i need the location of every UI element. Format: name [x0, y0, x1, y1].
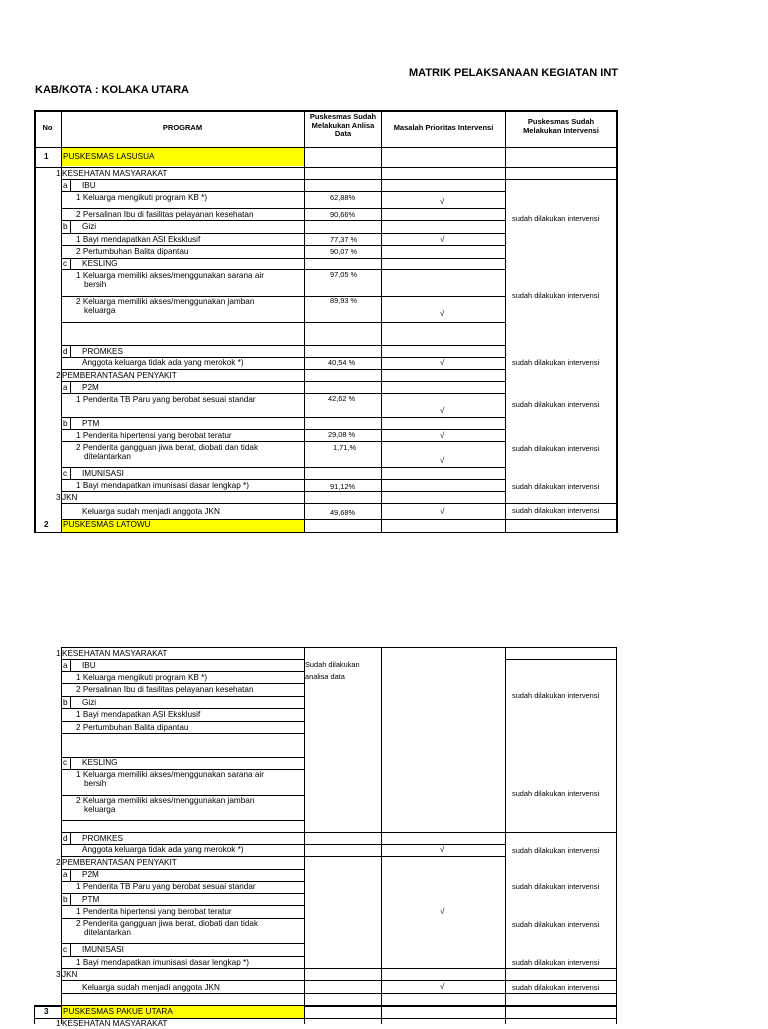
analisa-status: Sudah dilakukan: [305, 660, 360, 669]
indicator-jiwa-cont: ditelantarkan: [84, 928, 131, 937]
col-analisa-header: Puskesmas Sudah Melakukan Anlisa Data: [309, 112, 377, 139]
sub-letter: b: [63, 698, 68, 707]
ibu-label: IBU: [82, 661, 96, 670]
col-program-header: PROGRAM: [162, 123, 203, 132]
value-air-bersih: 97,05 %: [330, 270, 358, 279]
indicator-jamban: 2 Keluarga memiliki akses/menggunakan jamban: [76, 796, 255, 805]
check-mark: √: [440, 431, 445, 440]
value-tb: 42,62 %: [328, 394, 356, 403]
sub-letter: a: [63, 661, 68, 670]
sub-letter: c: [63, 758, 68, 767]
sub-letter: c: [63, 259, 68, 268]
puskesmas-number: 2: [44, 520, 49, 529]
kesehatan-masyarakat-label: KESEHATAN MASYARAKAT: [62, 169, 168, 178]
kesling-label: KESLING: [82, 758, 118, 767]
kesling-label: KESLING: [82, 259, 118, 268]
intervensi-status: sudah dilakukan intervensi: [512, 444, 600, 453]
col-intervensi-header: Puskesmas Sudah Melakukan Intervensi: [523, 117, 599, 135]
indicator-balita: 2 Pertumbuhan Balita dipantau: [76, 723, 189, 732]
indicator-air-bersih-cont: bersih: [84, 779, 107, 788]
indicator-air-bersih: 1 Keluarga memiliki akses/menggunakan sarana air: [76, 770, 264, 779]
imunisasi-label: IMUNISASI: [82, 945, 124, 954]
check-mark: √: [440, 456, 445, 465]
main-number: 2: [56, 858, 61, 867]
check-mark: √: [440, 358, 445, 367]
indicator-asi: 1 Bayi mendapatkan ASI Eksklusif: [76, 235, 201, 244]
indicator-air-bersih-cont: bersih: [84, 280, 107, 289]
check-mark: √: [440, 235, 445, 244]
value-merokok: 40,54 %: [328, 358, 356, 367]
imunisasi-label: IMUNISASI: [82, 469, 124, 478]
indicator-hipertensi: 1 Penderita hipertensi yang berobat teratur: [76, 431, 232, 440]
ibu-label: IBU: [82, 181, 96, 190]
main-number: 3: [56, 493, 61, 502]
indicator-jamban-cont: keluarga: [84, 805, 116, 814]
indicator-jiwa: 2 Penderita gangguan jiwa berat, diobati dan tidak: [76, 919, 259, 928]
main-number: 1: [56, 169, 61, 178]
puskesmas-number: 3: [44, 1007, 49, 1016]
intervensi-status: sudah dilakukan intervensi: [512, 691, 600, 700]
value-jamban: 89,93 %: [330, 296, 358, 305]
kab-kota-label: KAB/KOTA : KOLAKA UTARA: [35, 84, 189, 96]
sub-letter: a: [63, 870, 68, 879]
indicator-tb: 1 Penderita TB Paru yang berobat sesuai standar: [76, 882, 256, 891]
indicator-tb: 1 Penderita TB Paru yang berobat sesuai standar: [76, 395, 256, 404]
value-jiwa: 1,71,%: [333, 443, 357, 452]
check-mark: √: [440, 845, 445, 854]
intervensi-status: sudah dilakukan intervensi: [512, 882, 600, 891]
intervensi-status: sudah dilakukan intervensi: [512, 358, 600, 367]
check-mark: √: [440, 507, 445, 516]
indicator-jiwa: 2 Penderita gangguan jiwa berat, diobati dan tidak: [76, 443, 259, 452]
indicator-jiwa-cont: ditelantarkan: [84, 452, 131, 461]
gizi-label: Gizi: [82, 222, 97, 231]
puskesmas-name: PUSKESMAS LATOWU: [63, 520, 151, 529]
col-masalah-header: Masalah Prioritas Intervensi: [393, 123, 494, 132]
indicator-persalinan: 2 Persalinan Ibu di fasilitas pelayanan kesehatan: [76, 685, 254, 694]
check-mark: √: [440, 309, 445, 318]
main-number: 1: [56, 649, 61, 658]
indicator-persalinan: 2 Persalinan Ibu di fasilitas pelayanan kesehatan: [76, 210, 254, 219]
indicator-air-bersih: 1 Keluarga memiliki akses/menggunakan sarana air: [76, 271, 264, 280]
promkes-label: PROMKES: [82, 347, 123, 356]
indicator-kb: 1 Keluarga mengikuti program KB *): [76, 673, 208, 682]
indicator-jamban: 2 Keluarga memiliki akses/menggunakan jamban: [76, 297, 255, 306]
main-number: 3: [56, 970, 61, 979]
col-no-header: No: [42, 123, 53, 132]
indicator-kb: 1 Keluarga mengikuti program KB *): [76, 193, 208, 202]
check-mark: √: [440, 907, 445, 916]
document-title: MATRIK PELAKSANAAN KEGIATAN INT: [409, 67, 618, 79]
ptm-label: PTM: [82, 895, 100, 904]
sub-letter: a: [63, 383, 68, 392]
pemberantasan-penyakit-label: PEMBERANTASAN PENYAKIT: [62, 371, 177, 380]
value-kb: 62,88%: [330, 193, 356, 202]
puskesmas-name: PUSKESMAS LASUSUA: [63, 152, 155, 161]
intervensi-status: sudah dilakukan intervensi: [512, 506, 600, 515]
check-mark: √: [440, 197, 445, 206]
main-number: 1: [56, 1019, 61, 1028]
kesehatan-masyarakat-label: KESEHATAN MASYARAKAT: [62, 649, 168, 658]
intervensi-status: sudah dilakukan intervensi: [512, 291, 600, 300]
indicator-jamban-cont: keluarga: [84, 306, 116, 315]
value-balita: 90,07 %: [330, 247, 358, 256]
intervensi-status: sudah dilakukan intervensi: [512, 846, 600, 855]
main-number: 2: [56, 371, 61, 380]
puskesmas-name: PUSKESMAS PAKUE UTARA: [63, 1007, 173, 1016]
indicator-imunisasi: 1 Bayi mendapatkan imunisasi dasar lengkap *): [76, 958, 249, 967]
intervensi-status: sudah dilakukan intervensi: [512, 958, 600, 967]
intervensi-status: sudah dilakukan intervensi: [512, 482, 600, 491]
sub-letter: c: [63, 945, 68, 954]
indicator-balita: 2 Pertumbuhan Balita dipantau: [76, 247, 189, 256]
intervensi-status: sudah dilakukan intervensi: [512, 214, 600, 223]
value-hipertensi: 29,08 %: [328, 430, 356, 439]
p2m-label: P2M: [82, 383, 99, 392]
indicator-merokok: Anggota keluarga tidak ada yang merokok *): [82, 358, 244, 367]
p2m-label: P2M: [82, 870, 99, 879]
ptm-label: PTM: [82, 419, 100, 428]
kesehatan-masyarakat-label: KESEHATAN MASYARAKAT: [62, 1019, 168, 1028]
intervensi-status: sudah dilakukan intervensi: [512, 983, 600, 992]
indicator-merokok: Anggota keluarga tidak ada yang merokok *): [82, 845, 244, 854]
analisa-status-cont: analisa data: [305, 672, 345, 681]
pemberantasan-penyakit-label: PEMBERANTASAN PENYAKIT: [62, 858, 177, 867]
sub-letter: d: [63, 347, 68, 356]
sub-letter: c: [63, 469, 68, 478]
jkn-label: JKN: [62, 493, 78, 502]
value-persalinan: 90,66%: [330, 210, 356, 219]
sub-letter: b: [63, 895, 68, 904]
jkn-label: JKN: [62, 970, 78, 979]
intervensi-status: sudah dilakukan intervensi: [512, 400, 600, 409]
indicator-jkn: Keluarga sudah menjadi anggota JKN: [82, 983, 220, 992]
sub-letter: d: [63, 834, 68, 843]
sub-letter: b: [63, 222, 68, 231]
intervensi-status: sudah dilakukan intervensi: [512, 920, 600, 929]
value-asi: 77,37 %: [330, 235, 358, 244]
gizi-label: Gizi: [82, 698, 97, 707]
indicator-jkn: Keluarga sudah menjadi anggota JKN: [82, 507, 220, 516]
indicator-asi: 1 Bayi mendapatkan ASI Eksklusif: [76, 710, 201, 719]
indicator-imunisasi: 1 Bayi mendapatkan imunisasi dasar lengkap *): [76, 481, 249, 490]
intervensi-status: sudah dilakukan intervensi: [512, 789, 600, 798]
promkes-label: PROMKES: [82, 834, 123, 843]
value-jkn: 49,68%: [330, 508, 356, 517]
indicator-hipertensi: 1 Penderita hipertensi yang berobat teratur: [76, 907, 232, 916]
value-imunisasi: 91,12%: [330, 482, 356, 491]
check-mark: √: [440, 406, 445, 415]
sub-letter: a: [63, 181, 68, 190]
check-mark: √: [440, 982, 445, 991]
puskesmas-number: 1: [44, 152, 49, 161]
sub-letter: b: [63, 419, 68, 428]
